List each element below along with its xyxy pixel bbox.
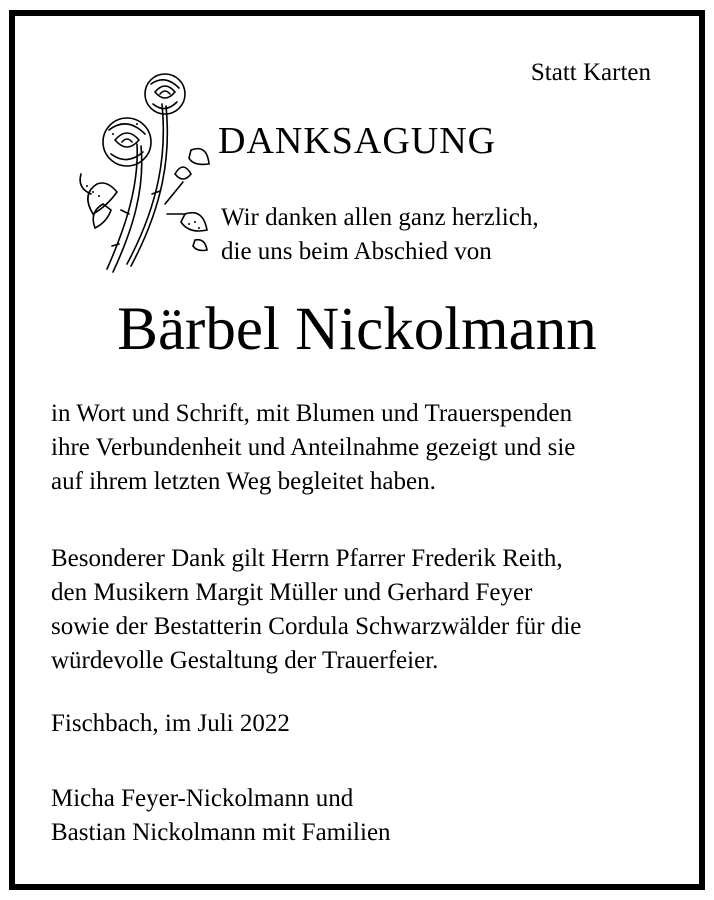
- statt-karten-note: Statt Karten: [530, 59, 651, 86]
- notice-frame: [9, 10, 705, 890]
- signature: [51, 782, 391, 850]
- paragraph-line: sowie der Bestatterin Cordula Schwarzwälder für die: [51, 613, 582, 640]
- thanks-paragraph: [51, 397, 575, 499]
- signature-line: Bastian Nickolmann mit Familien: [51, 819, 391, 846]
- paragraph-line: Besonderer Dank gilt Herrn Pfarrer Frederik Reith,: [51, 545, 563, 572]
- paragraph-line: den Musikern Margit Müller und Gerhard Feyer: [51, 579, 533, 606]
- rose-icon: [67, 64, 217, 284]
- paragraph-line: auf ihrem letzten Weg begleitet haben.: [51, 468, 436, 495]
- intro-text: [221, 201, 539, 269]
- special-thanks-paragraph: [51, 542, 581, 678]
- paragraph-line: würdevolle Gestaltung der Trauerfeier.: [51, 647, 439, 674]
- paragraph-line: ihre Verbundenheit und Anteilnahme gezeigt und sie: [51, 434, 576, 461]
- place-date: Fischbach, im Juli 2022: [51, 710, 290, 737]
- signature-line: Micha Feyer-Nickolmann und: [51, 785, 354, 812]
- intro-line: die uns beim Abschied von: [221, 238, 492, 265]
- paragraph-line: in Wort und Schrift, mit Blumen und Trauerspenden: [51, 400, 573, 427]
- notice-title: DANKSAGUNG: [218, 120, 497, 162]
- deceased-name: Bärbel Nickolmann: [117, 296, 597, 363]
- intro-line: Wir danken allen ganz herzlich,: [221, 204, 539, 231]
